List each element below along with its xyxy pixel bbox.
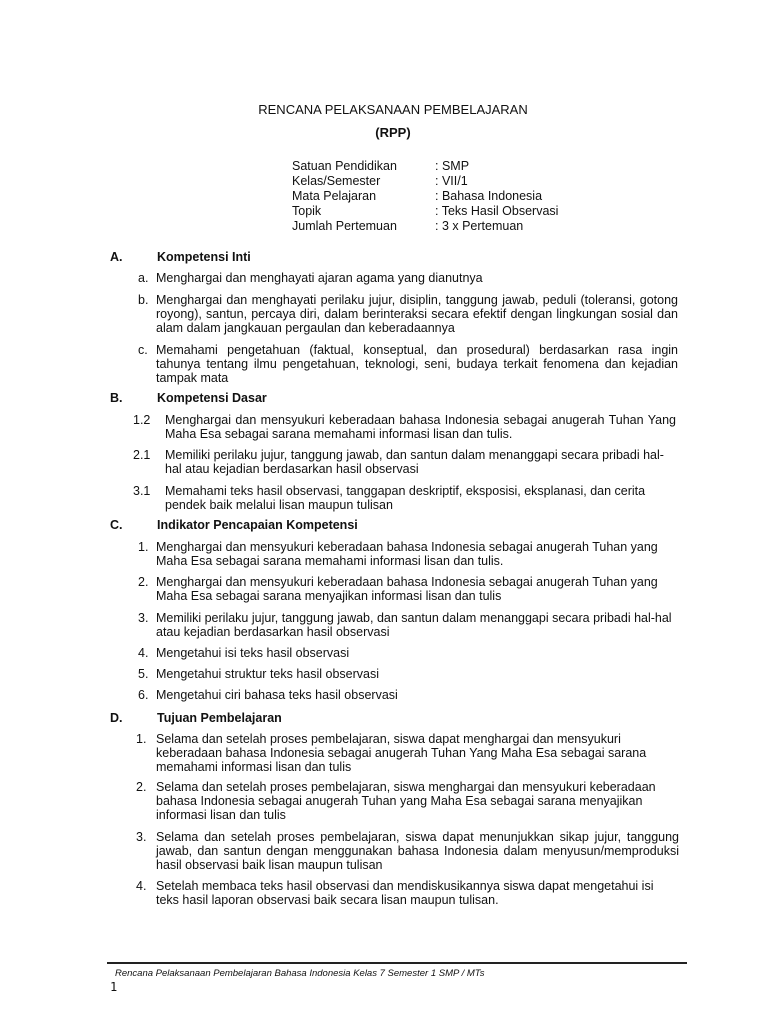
list-item bbox=[138, 271, 678, 285]
info-value: : Bahasa Indonesia bbox=[435, 189, 543, 203]
item-text: Menghargai dan mensyukuri keberadaan bahasa Indonesia sebagai anugerah Tuhan Yang Maha Esa sebagai sarana memahami informasi lisan dan tulis. bbox=[165, 413, 676, 441]
list-item bbox=[133, 484, 676, 512]
item-number: 2.1 bbox=[133, 448, 151, 462]
item-text: Menghargai dan mensyukuri keberadaan bahasa Indonesia sebagai anugerah Tuhan yang Maha Esa sebagai sarana memahami informasi lisan dan tulis. bbox=[156, 540, 658, 568]
info-value: : VII/1 bbox=[435, 174, 468, 188]
info-table bbox=[292, 159, 558, 234]
item-text: Mengetahui struktur teks hasil observasi bbox=[156, 667, 380, 681]
item-number: 2. bbox=[138, 575, 149, 589]
item-text: Menghargai dan menghayati perilaku jujur, disiplin, tanggung jawab, peduli (toleransi, gotong royong), santun, percaya diri, dalam berinteraksi secara efektif dengan lingkungan sosial dan alam dalam jangkauan pergaulan dan keberadaannya bbox=[156, 293, 678, 335]
list-item bbox=[136, 879, 679, 907]
info-row bbox=[292, 219, 558, 234]
item-number: 3.1 bbox=[133, 484, 151, 498]
item-number: 3. bbox=[138, 611, 149, 625]
info-row bbox=[292, 159, 558, 174]
page-number: 1 bbox=[110, 980, 118, 994]
info-value: : 3 x Pertemuan bbox=[435, 219, 524, 233]
info-row bbox=[292, 204, 558, 219]
page-title: RENCANA PELAKSANAAN PEMBELAJARAN bbox=[258, 102, 528, 117]
info-label: Jumlah Pertemuan bbox=[292, 219, 397, 233]
page-subtitle: (RPP) bbox=[375, 125, 411, 140]
list-item bbox=[133, 413, 676, 441]
list-item bbox=[136, 830, 679, 872]
item-text: Selama dan setelah proses pembelajaran, siswa dapat menghargai dan mensyukuri keberadaan bahasa Indonesia sebagai anugerah Tuhan Yang Maha Esa sebagai sarana memahami informasi lisan dan tulis bbox=[156, 732, 647, 774]
item-number: 2. bbox=[136, 780, 147, 794]
footer-text: Rencana Pelaksanaan Pembelajaran Bahasa Indonesia Kelas 7 Semester 1 SMP / MTs bbox=[115, 968, 485, 979]
section-heading-b bbox=[110, 391, 267, 405]
item-text: Memiliki perilaku jujur, tanggung jawab, dan santun dalam menanggapi secara pribadi hal-hal atau kejadian berdasarkan hasil observasi bbox=[156, 611, 672, 639]
list-item bbox=[138, 688, 678, 702]
item-number: c. bbox=[138, 343, 148, 357]
item-number: 6. bbox=[138, 688, 149, 702]
item-text: Mengetahui isi teks hasil observasi bbox=[156, 646, 350, 660]
list-item bbox=[138, 343, 678, 385]
list-item bbox=[138, 293, 678, 335]
section-letter: C. bbox=[110, 518, 123, 532]
section-title: Kompetensi Dasar bbox=[157, 391, 267, 405]
item-text: Menghargai dan menghayati ajaran agama yang dianutnya bbox=[156, 271, 483, 285]
item-number: 4. bbox=[136, 879, 147, 893]
item-number: 1.2 bbox=[133, 413, 151, 427]
item-number: b. bbox=[138, 293, 149, 307]
list-item bbox=[138, 575, 678, 603]
info-row bbox=[292, 189, 558, 204]
section-title: Tujuan Pembelajaran bbox=[157, 711, 282, 725]
section-letter: B. bbox=[110, 391, 123, 405]
info-row bbox=[292, 174, 558, 189]
item-number: a. bbox=[138, 271, 149, 285]
item-text: Setelah membaca teks hasil observasi dan mendiskusikannya siswa dapat mengetahui isi teks hasil laporan observasi baik secara lisan maupun tulisan. bbox=[156, 879, 654, 907]
info-value: : Teks Hasil Observasi bbox=[435, 204, 559, 218]
info-label: Kelas/Semester bbox=[292, 174, 381, 188]
item-text: Memahami pengetahuan (faktual, konseptual, dan prosedural) berdasarkan rasa ingin tahunya tentang ilmu pengetahuan, teknologi, seni, budaya terkait fenomena dan kejadian tampak mata bbox=[156, 343, 678, 385]
section-heading-d bbox=[110, 711, 282, 725]
item-number: 5. bbox=[138, 667, 149, 681]
item-text: Selama dan setelah proses pembelajaran, siswa dapat menunjukkan sikap jujur, tanggung jawab, dan santun dengan menggunakan bahasa Indonesia dalam menyusun/memproduksi hasil observasi baik lisan maupun tulisan bbox=[156, 830, 679, 872]
list-item bbox=[138, 611, 678, 639]
section-letter: D. bbox=[110, 711, 123, 725]
info-label: Topik bbox=[292, 204, 322, 218]
section-title: Kompetensi Inti bbox=[157, 250, 251, 264]
item-text: Memahami teks hasil observasi, tanggapan deskriptif, eksposisi, eksplanasi, dan cerita pendek baik melalui lisan maupun tulisan bbox=[165, 484, 646, 512]
info-value: : SMP bbox=[435, 159, 470, 173]
item-text: Menghargai dan mensyukuri keberadaan bahasa Indonesia sebagai anugerah Tuhan yang Maha Esa sebagai sarana menyajikan informasi lisan dan tulis bbox=[156, 575, 658, 603]
item-text: Memiliki perilaku jujur, tanggung jawab, dan santun dalam menanggapi secara pribadi hal-hal atau kejadian berdasarkan hasil observasi bbox=[165, 448, 664, 476]
list-item bbox=[138, 540, 678, 568]
item-number: 3. bbox=[136, 830, 147, 844]
section-letter: A. bbox=[110, 250, 123, 264]
info-label: Mata Pelajaran bbox=[292, 189, 377, 203]
item-number: 1. bbox=[136, 732, 147, 746]
item-number: 4. bbox=[138, 646, 149, 660]
item-number: 1. bbox=[138, 540, 149, 554]
item-text: Mengetahui ciri bahasa teks hasil observasi bbox=[156, 688, 398, 702]
list-item bbox=[133, 448, 676, 476]
footer-divider bbox=[107, 962, 687, 964]
section-title: Indikator Pencapaian Kompetensi bbox=[157, 518, 358, 532]
section-heading-c bbox=[110, 518, 358, 532]
section-heading-a bbox=[110, 250, 251, 264]
list-item bbox=[136, 732, 679, 774]
list-item bbox=[136, 780, 679, 822]
info-label: Satuan Pendidikan bbox=[292, 159, 397, 173]
list-item bbox=[138, 646, 678, 660]
list-item bbox=[138, 667, 678, 681]
item-text: Selama dan setelah proses pembelajaran, siswa menghargai dan mensyukuri keberadaan bahasa Indonesia sebagai anugerah Tuhan yang Maha Esa sebagai sarana menyajikan informasi lisan dan tulis bbox=[156, 780, 656, 822]
